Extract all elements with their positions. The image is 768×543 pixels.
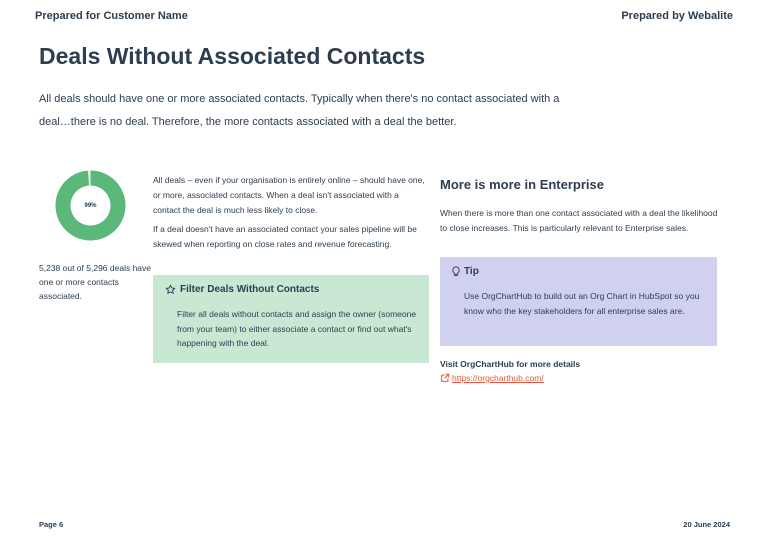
filter-body: Filter all deals without contacts and assign the owner (someone from your team) to either associate a contact or find out what's happening with the deal. [177,309,417,348]
tip-callout [440,257,717,346]
page-number: Page 6 [39,520,64,529]
explanation-paragraph-2: If a deal doesn't have an associated contact your sales pipeline will be skewed when reporting on close rates and revenue forecasting. [153,224,417,249]
orgcharthub-link[interactable] [440,373,544,383]
tip-body: Use OrgChartHub to build out an Org Chart in HubSpot so you know who the key stakeholders for all enterprise sales are. [464,291,700,316]
orgcharthub-link-text[interactable]: https://orgcharthub.com/ [452,373,544,383]
filter-heading: Filter Deals Without Contacts [180,284,320,295]
deals-stat-text: 5,238 out of 5,296 deals have one or more contacts associated. [39,263,152,302]
report-date: 20 June 2024 [683,520,730,529]
lightbulb-icon [451,266,461,277]
explanation-paragraph-1: All deals – even if your organisation is entirely online – should have one, or more, associated contacts. When a deal isn't associated with a contact the deal is much less likely to close. [153,175,425,215]
enterprise-body: When there is more than one contact associated with a deal the likelihood to close increases. This is particularly relevant to Enterprise sales. [440,208,718,233]
donut-chart [54,169,127,242]
prepared-for: Prepared for Customer Name [35,10,188,22]
star-icon [165,284,176,295]
filter-callout [153,275,429,363]
prepared-by: Prepared by Webalite [621,10,733,22]
page-title: Deals Without Associated Contacts [39,43,426,69]
explanation-text [153,173,425,252]
donut-center-label: 99% [84,202,97,209]
intro-text: All deals should have one or more associated contacts. Typically when there's no contact associated with a deal…there is no deal. Therefore, the more contacts associated with a deal the better. [39,93,560,128]
external-link-icon [440,373,450,383]
enterprise-heading: More is more in Enterprise [440,177,604,192]
tip-heading-row [451,266,479,277]
visit-label: Visit OrgChartHub for more details [440,359,581,369]
filter-heading-row [165,284,319,295]
tip-heading: Tip [464,266,479,277]
